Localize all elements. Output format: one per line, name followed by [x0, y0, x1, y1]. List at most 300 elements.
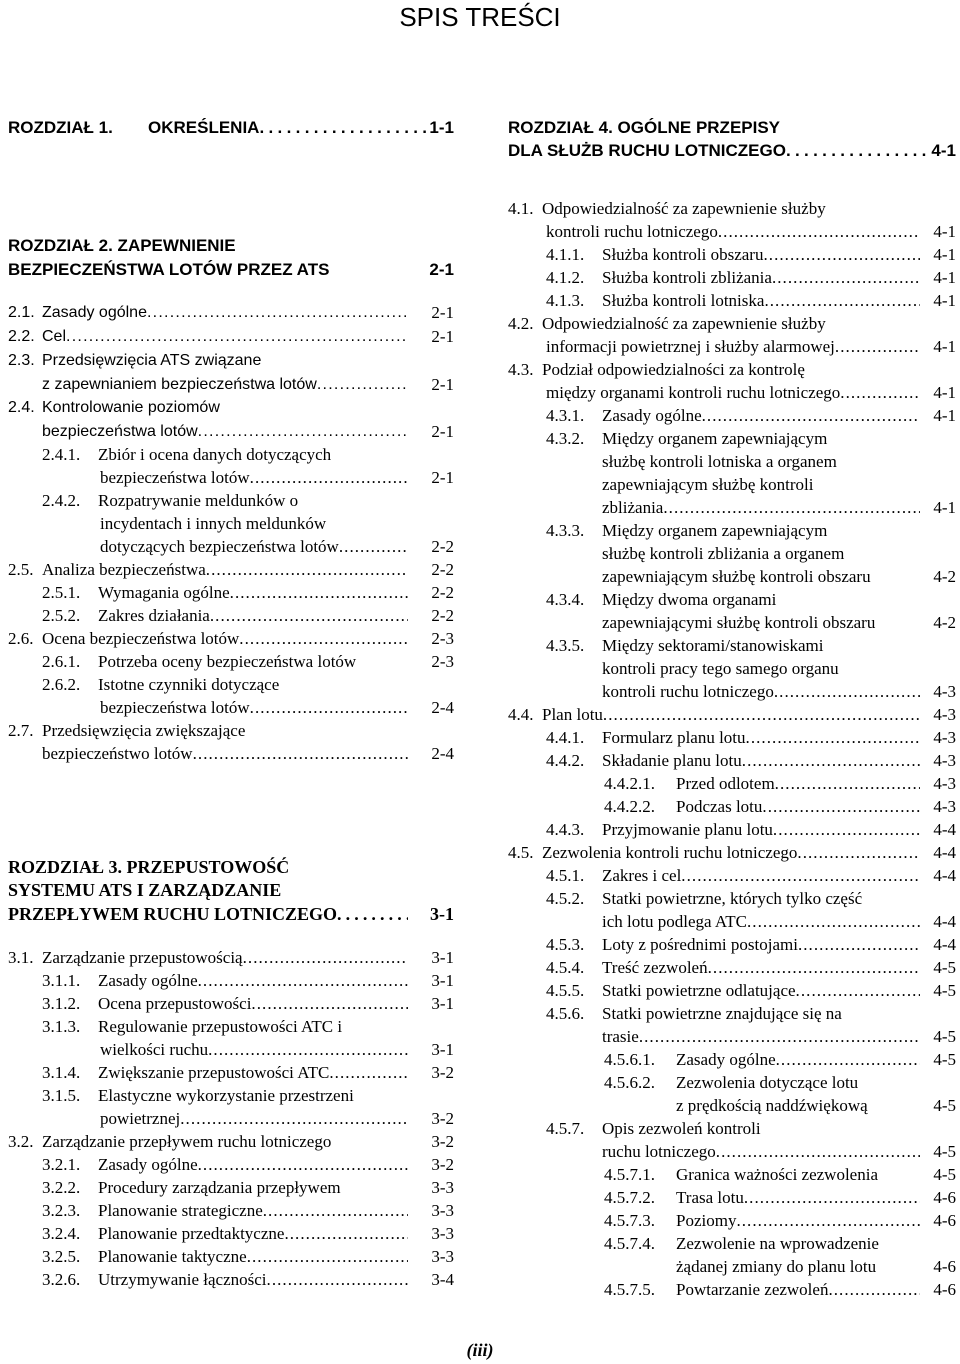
toc-entry-number: 4.5.6.1. [604, 1050, 655, 1069]
toc-entry [546, 634, 946, 658]
toc-entry-page: 3-2 [431, 1109, 454, 1128]
toc-entry-number: 4.4.2.1. [604, 774, 655, 793]
toc-entry-number: 2.4. [8, 399, 35, 416]
leader-dots [702, 404, 920, 428]
toc-entry-number: 4.3. [508, 360, 534, 379]
leader-dots [797, 841, 920, 865]
toc-entry-number: 4.5.7.1. [604, 1165, 655, 1184]
toc-entry-page: 3-1 [430, 904, 454, 924]
toc-entry-number: 4.1. [508, 199, 534, 218]
leader-dots [776, 1048, 920, 1072]
toc-entry-title: kontroli pracy tego samego organu [602, 659, 839, 678]
leader-dots [284, 1222, 408, 1246]
toc-entry-number: 4.5.3. [546, 935, 585, 954]
leader-dots [763, 243, 920, 267]
toc-entry [546, 243, 920, 267]
toc-entry-number: 2.2. [8, 328, 35, 345]
toc-entry-title: Zasady ogólne [602, 406, 702, 425]
toc-entry [100, 512, 408, 536]
leader-dots [267, 1268, 408, 1292]
leader-dots [773, 818, 920, 842]
toc-entry-number: 4.3.3. [546, 521, 585, 540]
leader-dots [774, 680, 920, 704]
toc-entry-number: 4.1.1. [546, 245, 585, 264]
toc-entry-title: kontroli ruchu lotniczego [602, 682, 774, 701]
toc-entry [604, 1186, 920, 1210]
toc-entry-title: Zasady ogólne [42, 304, 147, 321]
toc-entry-page: 1-1 [429, 118, 454, 137]
toc-entry [546, 864, 920, 888]
toc-entry-title: SYSTEMU ATS I ZARZĄDZANIE [8, 880, 282, 900]
leader-dots [786, 139, 928, 163]
toc-entry-title: Zezwolenia dotyczące lotu [676, 1073, 859, 1092]
toc-entry-number: 3.2.2. [42, 1178, 81, 1197]
toc-entry-title: Analiza bezpieczeństwa [42, 560, 206, 579]
toc-entry [8, 1130, 408, 1154]
toc-entry-number: 4.4.1. [546, 728, 585, 747]
toc-entry [546, 749, 920, 773]
toc-entry [546, 266, 920, 290]
toc-entry-page: 4-1 [933, 337, 956, 356]
toc-entry-title: Poziomy [676, 1211, 737, 1230]
toc-entry-title: Między organem zapewniającym [602, 521, 828, 540]
toc-entry-page: 4-2 [933, 567, 956, 586]
toc-entry-title: incydentach i innych meldunków [100, 514, 327, 533]
toc-entry-page: 3-2 [431, 1063, 454, 1082]
toc-entry-title: Utrzymywanie łączności [98, 1270, 267, 1289]
toc-entry [42, 1268, 408, 1292]
toc-entry [8, 719, 408, 743]
toc-entry-page: 3-3 [431, 1201, 454, 1220]
toc-entry-title: Statki powietrzne znajdujące się na [602, 1004, 842, 1023]
toc-entry [508, 358, 948, 382]
leader-dots [239, 627, 408, 651]
toc-entry-page: 3-2 [431, 1132, 454, 1151]
toc-entry [8, 878, 428, 902]
toc-entry-page: 4-5 [933, 1027, 956, 1046]
toc-entry-page: 4-6 [933, 1188, 956, 1207]
toc-entry-page: 2-3 [431, 652, 454, 671]
toc-entry-page: 4-5 [933, 958, 956, 977]
toc-entry [42, 650, 408, 674]
toc-entry [8, 902, 408, 926]
toc-entry-number: 2.1. [8, 304, 35, 321]
toc-entry-title: Rozpatrywanie meldunków o [98, 491, 299, 510]
toc-entry [100, 696, 408, 720]
toc-entry-number: 3.1.2. [42, 994, 81, 1013]
leader-dots [762, 795, 920, 819]
toc-entry-title: powietrznej [100, 1109, 181, 1128]
toc-entry-page: 4-3 [933, 682, 956, 701]
toc-entry-page: 4-5 [933, 1096, 956, 1115]
toc-entry [604, 1209, 920, 1233]
toc-entry [676, 1094, 920, 1118]
toc-entry-page: 4-2 [933, 613, 956, 632]
toc-entry-title: wielkości ruchu [100, 1040, 209, 1059]
toc-entry [8, 349, 408, 373]
toc-entry-number: 4.5.1. [546, 866, 585, 885]
toc-entry-page: 2-1 [431, 468, 454, 487]
toc-entry [100, 466, 408, 490]
toc-entry-title: Przedsięwzięcia zwiększające [42, 721, 246, 740]
toc-entry [508, 703, 920, 727]
leader-dots [835, 335, 920, 359]
toc-entry [100, 1038, 408, 1062]
toc-entry-title: Odpowiedzialność za zapewnienie służby [542, 314, 826, 333]
toc-entry [508, 116, 948, 140]
toc-entry [546, 979, 920, 1003]
toc-entry-page: 2-1 [431, 422, 454, 441]
toc-entry-number: 4.4.2.2. [604, 797, 655, 816]
toc-entry-page: 4-3 [933, 705, 956, 724]
toc-entry-title: Przedsięwzięcia ATS związane [42, 352, 262, 369]
toc-entry-page: 3-3 [431, 1224, 454, 1243]
page-title: SPIS TREŚCI [399, 2, 561, 32]
toc-entry-title: Służba kontroli obszaru [602, 245, 764, 264]
toc-entry-page: 4-4 [933, 843, 956, 862]
toc-entry-title: Służba kontroli lotniska [602, 291, 765, 310]
toc-entry-title: bezpieczeństwa lotów [100, 698, 250, 717]
toc-entry-number: 4.4.3. [546, 820, 585, 839]
leader-dots [828, 1278, 920, 1302]
toc-entry-number: 2.5. [8, 560, 34, 579]
toc-entry-number: 4.2. [508, 314, 534, 333]
toc-entry-title: Planowanie strategiczne [98, 1201, 263, 1220]
toc-entry [546, 404, 920, 428]
toc-entry [546, 335, 920, 359]
toc-entry-number: 2.5.1. [42, 583, 81, 602]
toc-entry-title: zapewniającym służbę kontroli [602, 475, 814, 494]
toc-entry [546, 933, 920, 957]
toc-entry [546, 956, 920, 980]
toc-entry-number: 3.2.5. [42, 1247, 81, 1266]
leader-dots [775, 772, 920, 796]
leader-dots [681, 864, 920, 888]
leader-dots [198, 969, 408, 993]
toc-entry-title: Ocena bezpieczeństwa lotów [42, 629, 240, 648]
toc-entry-number: 3.2.3. [42, 1201, 81, 1220]
toc-entry-title: Formularz planu lotu [602, 728, 746, 747]
toc-entry-number: 3.2.6. [42, 1270, 81, 1289]
toc-entry-page: 4-4 [933, 912, 956, 931]
toc-entry-number: 4.3.2. [546, 429, 585, 448]
leader-dots [259, 116, 428, 140]
toc-entry-title: OKREŚLENIA [148, 118, 260, 137]
leader-dots [772, 266, 920, 290]
toc-entry-page: 3-1 [431, 948, 454, 967]
toc-entry-title: Ocena przepustowości [98, 994, 252, 1013]
toc-entry [42, 1015, 408, 1039]
leader-dots [66, 325, 408, 349]
toc-entry-page: 4-3 [933, 728, 956, 747]
toc-entry-page: 4-1 [933, 406, 956, 425]
toc-entry-number: 4.5.7.5. [604, 1280, 655, 1299]
toc-entry-title: zbliżania [602, 498, 664, 517]
toc-entry-page: 4-1 [933, 268, 956, 287]
toc-entry-title: Zezwolenie na wprowadzenie [676, 1234, 879, 1253]
toc-entry [100, 535, 408, 559]
toc-entry-title: informacji powietrznej i służby alarmowej [546, 337, 835, 356]
toc-entry-page: 2-1 [429, 260, 454, 279]
toc-entry-title: bezpieczeństwa lotów [100, 468, 250, 487]
toc-entry-title: dotyczących bezpieczeństwa lotów [100, 537, 339, 556]
toc-entry-title: z prędkością naddźwiękową [676, 1096, 868, 1115]
toc-entry [546, 818, 920, 842]
toc-entry [604, 1071, 944, 1095]
toc-entry [604, 1278, 920, 1302]
toc-entry-page: 3-1 [431, 994, 454, 1013]
toc-entry-title: ich lotu podlega ATC [602, 912, 747, 931]
leader-dots [329, 1061, 408, 1085]
toc-entry-title: Istotne czynniki dotyczące [98, 675, 280, 694]
toc-entry [602, 1140, 920, 1164]
leader-dots [208, 1038, 408, 1062]
toc-entry-page: 3-3 [431, 1247, 454, 1266]
toc-entry-title: Opis zezwoleń kontroli [602, 1119, 761, 1138]
toc-entry-title: Procedury zarządzania przepływem [98, 1178, 341, 1197]
leader-dots [317, 373, 408, 397]
toc-entry-title: Między organem zapewniającym [602, 429, 828, 448]
toc-entry-number: 3.1.4. [42, 1063, 81, 1082]
toc-entry-page: 4-3 [933, 774, 956, 793]
leader-dots [193, 742, 408, 766]
toc-entry-title: Podczas lotu [676, 797, 763, 816]
toc-entry [8, 396, 408, 420]
leader-dots [716, 1140, 920, 1164]
toc-entry [602, 1025, 920, 1049]
toc-entry-title: ROZDZIAŁ 4. OGÓLNE PRZEPISY [508, 118, 781, 137]
toc-entry-title: Planowanie przedtaktyczne [98, 1224, 285, 1243]
leader-dots [250, 466, 408, 490]
toc-entry [604, 772, 920, 796]
leader-dots [147, 301, 408, 325]
toc-entry [8, 946, 408, 970]
toc-entry-number: 2.7. [8, 721, 34, 740]
toc-entry-number: 3.1.1. [42, 971, 81, 990]
toc-entry-number: 4.5.7.4. [604, 1234, 655, 1253]
toc-entry-number: 3.1.5. [42, 1086, 81, 1105]
toc-entry-title: Powtarzanie zezwoleń [676, 1280, 829, 1299]
toc-entry-number: 3.1. [8, 948, 34, 967]
toc-entry-page: 4-6 [933, 1280, 956, 1299]
toc-entry-title: Podział odpowiedzialności za kontrolę [542, 360, 805, 379]
toc-entry-number: 4.3.1. [546, 406, 585, 425]
toc-entry-number: ROZDZIAŁ 1. [8, 118, 113, 137]
toc-entry-number: 2.3. [8, 352, 35, 369]
toc-entry [42, 489, 408, 513]
toc-entry-title: Elastyczne wykorzystanie przestrzeni [98, 1086, 354, 1105]
toc-entry [42, 969, 408, 993]
toc-entry [42, 673, 408, 697]
toc-entry-title: Zakres i cel [602, 866, 682, 885]
toc-entry-title: kontroli ruchu lotniczego [546, 222, 718, 241]
toc-entry-title: służbę kontroli zbliżania a organem [602, 544, 845, 563]
toc-entry-title: Między dwoma organami [602, 590, 777, 609]
toc-entry [676, 1255, 920, 1279]
toc-entry-title: PRZEPŁYWEM RUCHU LOTNICZEGO [8, 904, 338, 924]
toc-entry-number: 4.5.2. [546, 889, 585, 908]
toc-entry-number: 4.5. [508, 843, 534, 862]
toc-entry [42, 420, 408, 444]
toc-entry [42, 1153, 408, 1177]
toc-entry-page: 2-3 [431, 629, 454, 648]
toc-entry [508, 312, 948, 336]
leader-dots [639, 1025, 920, 1049]
toc-entry-title: Zbiór i ocena danych dotyczących [98, 445, 332, 464]
toc-entry [602, 565, 927, 589]
toc-entry-title: z zapewnianiem bezpieczeństwa lotów [42, 376, 317, 393]
toc-entry-number: 3.1.3. [42, 1017, 81, 1036]
toc-entry [8, 301, 408, 325]
toc-entry-number: 3.2. [8, 1132, 34, 1151]
toc-entry [546, 289, 920, 313]
toc-entry-title: Kontrolowanie poziomów [42, 399, 220, 416]
toc-entry [42, 443, 408, 467]
toc-entry-title: zapewniającymi służbę kontroli obszaru [602, 613, 876, 632]
toc-entry [546, 887, 946, 911]
toc-entry [8, 234, 428, 258]
toc-entry-title: Przed odlotem [676, 774, 775, 793]
toc-entry-number: 4.5.7.3. [604, 1211, 655, 1230]
toc-entry [8, 855, 428, 879]
toc-entry-title: Plan lotu [542, 705, 603, 724]
toc-entry-number: 4.5.5. [546, 981, 585, 1000]
toc-entry-title: Statki powietrzne, których tylko część [602, 889, 863, 908]
toc-entry-title: Przyjmowanie planu lotu [602, 820, 773, 839]
toc-entry [42, 742, 408, 766]
toc-entry-page: 2-1 [431, 303, 454, 322]
toc-entry [8, 325, 408, 349]
toc-entry-title: Potrzeba oceny bezpieczeństwa lotów [98, 652, 357, 671]
leader-dots [251, 992, 408, 1016]
toc-entry-title: Zwiększanie przepustowości ATC [98, 1063, 330, 1082]
toc-entry-page: 4-4 [933, 935, 956, 954]
leader-dots [206, 558, 408, 582]
leader-dots [764, 289, 920, 313]
toc-entry [602, 496, 920, 520]
toc-entry [602, 680, 920, 704]
toc-entry-title: Loty z pośrednimi postojami [602, 935, 798, 954]
toc-entry-title: Regulowanie przepustowości ATC i [98, 1017, 343, 1036]
toc-entry [42, 1245, 408, 1269]
toc-entry-title: między organami kontroli ruchu lotniczego [546, 383, 841, 402]
toc-entry-number: 4.3.4. [546, 590, 585, 609]
leader-dots [718, 220, 920, 244]
leader-dots [798, 933, 920, 957]
leader-dots [603, 703, 920, 727]
toc-entry-page: 2-2 [431, 606, 454, 625]
toc-entry [546, 381, 920, 405]
leader-dots [230, 581, 408, 605]
toc-entry-number: 4.5.7. [546, 1119, 585, 1138]
toc-entry-page: 2-2 [431, 537, 454, 556]
toc-entry [602, 611, 927, 635]
toc-entry-number: 4.5.7.2. [604, 1188, 655, 1207]
leader-dots [747, 910, 920, 934]
leader-dots [742, 749, 920, 773]
toc-entry-page: 4-3 [933, 797, 956, 816]
toc-entry-page: 4-6 [933, 1257, 956, 1276]
toc-entry [546, 519, 946, 543]
toc-entry-page: 2-4 [431, 744, 454, 763]
leader-dots [250, 696, 408, 720]
toc-entry-page: 4-5 [933, 981, 956, 1000]
toc-entry-title: bezpieczeństwa lotów [42, 423, 198, 440]
toc-entry-number: 2.4.2. [42, 491, 81, 510]
toc-entry-page: 3-4 [431, 1270, 454, 1289]
leader-dots [198, 420, 408, 444]
toc-entry [42, 1222, 408, 1246]
toc-entry-title: Zasady ogólne [676, 1050, 776, 1069]
toc-entry [604, 795, 920, 819]
toc-entry-page: 4-5 [933, 1050, 956, 1069]
toc-entry-page: 3-1 [431, 971, 454, 990]
toc-entry [42, 1199, 408, 1223]
toc-entry-title: ROZDZIAŁ 2. ZAPEWNIENIE [8, 236, 236, 255]
toc-entry-page: 4-1 [933, 498, 956, 517]
toc-entry-title: ruchu lotniczego [602, 1142, 716, 1161]
toc-entry-number: 4.5.6.2. [604, 1073, 655, 1092]
toc-entry-title: Zakres działania [98, 606, 210, 625]
toc-entry [602, 910, 920, 934]
toc-entry-page: 4-4 [933, 820, 956, 839]
toc-entry-number: 4.5.4. [546, 958, 585, 977]
toc-entry-title: trasie [602, 1027, 639, 1046]
toc-entry-number: 4.4. [508, 705, 534, 724]
toc-entry-number: 2.6. [8, 629, 34, 648]
toc-entry [602, 473, 942, 497]
toc-entry [42, 1061, 408, 1085]
toc-entry [602, 450, 942, 474]
toc-entry-title: Zarządzanie przepustowością [42, 948, 243, 967]
toc-entry-title: Zasady ogólne [98, 971, 198, 990]
toc-entry-title: Granica ważności zezwolenia [676, 1165, 878, 1184]
toc-entry-title: Służba kontroli zbliżania [602, 268, 772, 287]
toc-entry-title: Trasa lotu [676, 1188, 744, 1207]
toc-entry-title: Cel [42, 328, 67, 345]
toc-entry-number: 2.6.1. [42, 652, 81, 671]
toc-entry-page: 4-1 [931, 141, 956, 160]
toc-entry-title: Odpowiedzialność za zapewnienie służby [542, 199, 826, 218]
toc-entry-page: 3-1 [431, 1040, 454, 1059]
toc-entry [546, 1117, 946, 1141]
leader-dots [663, 496, 920, 520]
toc-entry [604, 1163, 920, 1187]
leader-dots [339, 535, 408, 559]
leader-dots [263, 1199, 408, 1223]
toc-entry-page: 4-5 [933, 1142, 956, 1161]
toc-entry-page: 4-5 [933, 1165, 956, 1184]
toc-entry [546, 588, 946, 612]
toc-entry-number: 4.1.3. [546, 291, 585, 310]
toc-entry-page: 4-3 [933, 751, 956, 770]
toc-entry-page: 4-4 [933, 866, 956, 885]
toc-entry-title: zapewniającym służbę kontroli obszaru [602, 567, 871, 586]
leader-dots [210, 604, 408, 628]
toc-entry-page: 2-2 [431, 583, 454, 602]
toc-entry [8, 627, 408, 651]
page-number: (iii) [466, 1340, 494, 1360]
toc-entry-page: 3-3 [431, 1178, 454, 1197]
toc-entry [42, 1084, 408, 1108]
leader-dots [180, 1107, 408, 1131]
toc-entry [42, 373, 408, 397]
toc-entry [602, 542, 942, 566]
leader-dots [746, 726, 920, 750]
toc-entry-title: Wymagania ogólne [98, 583, 230, 602]
toc-entry-title: Statki powietrzne odlatujące [602, 981, 796, 1000]
toc-entry [8, 116, 428, 140]
